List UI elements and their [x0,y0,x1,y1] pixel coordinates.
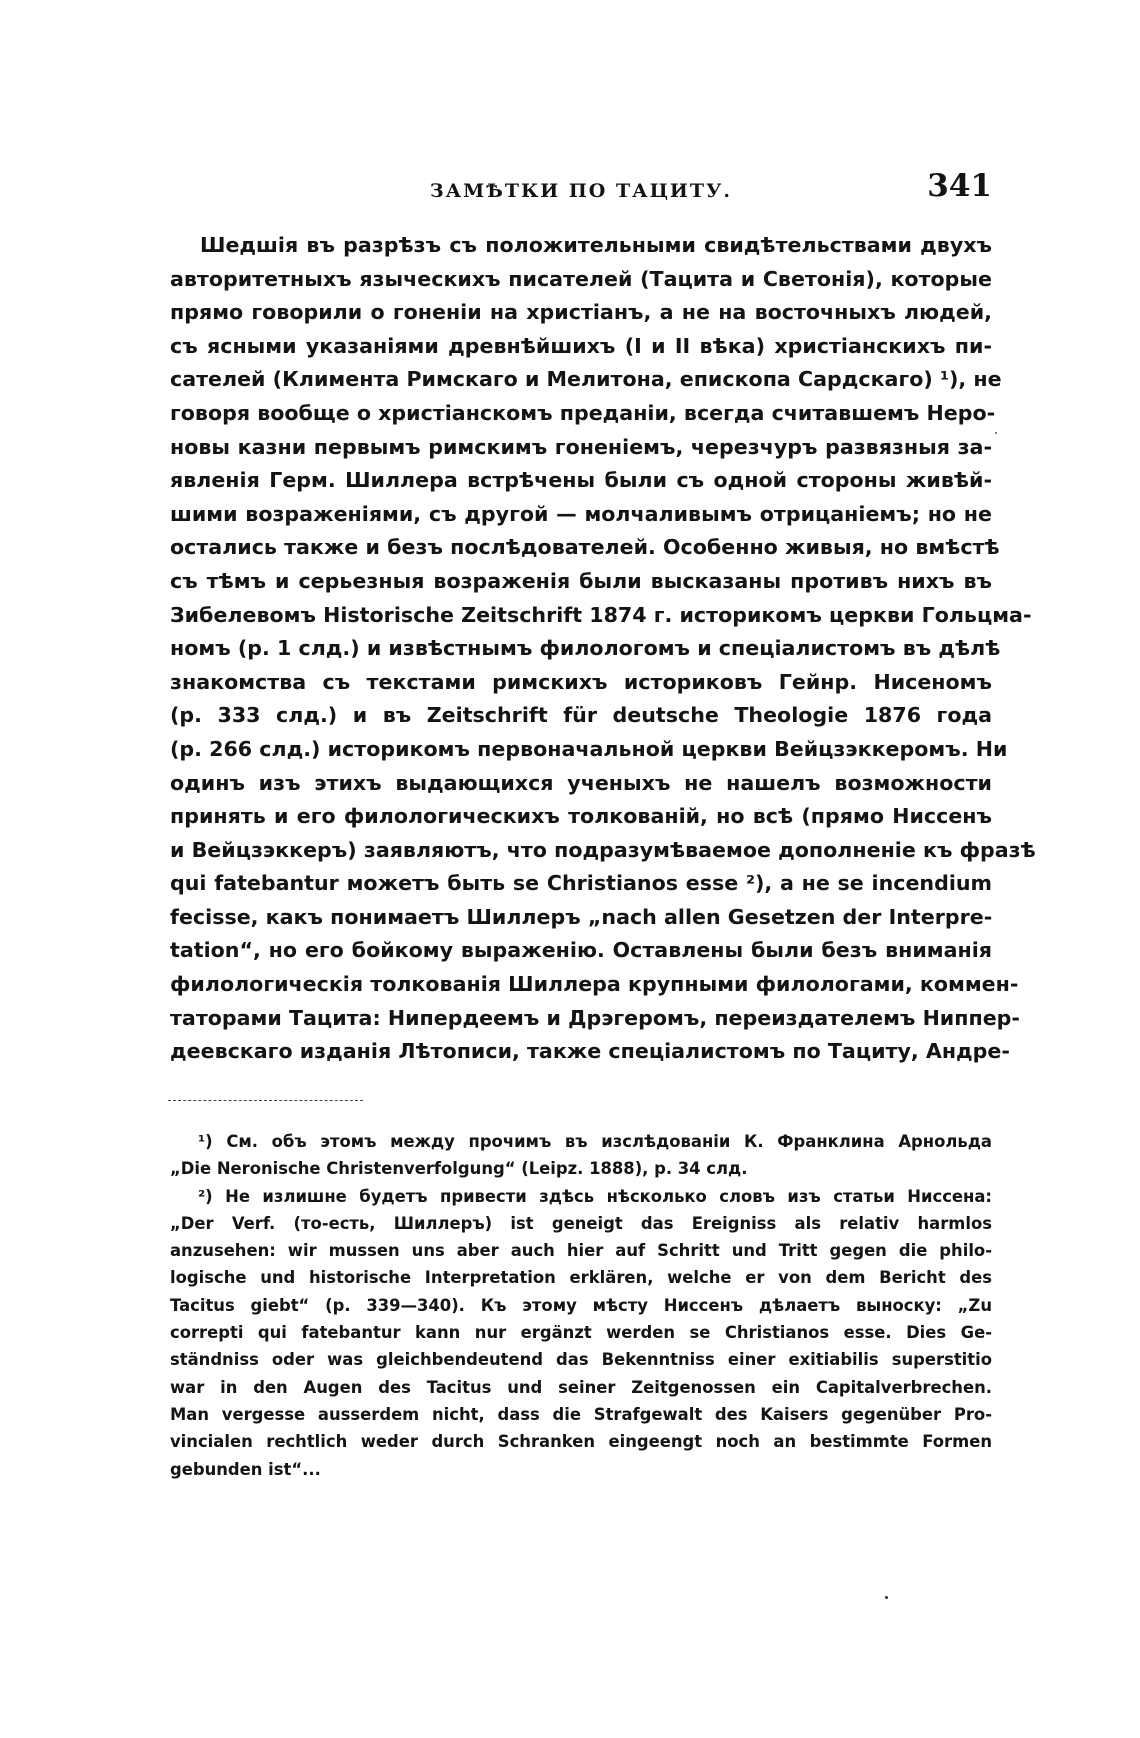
page-header [170,168,992,208]
running-head: ЗАМѢТКИ ПО ТАЦИТУ. [429,180,733,202]
footnote-line: „Der Verf. (то-есть, Шиллеръ) ist geneigt das Ereigniss als relativ harmlos [170,1213,992,1233]
footnote-line: Man vergesse ausserdem nicht, dass die Strafgewalt des Kaisers gegenüber Pro- [170,1404,992,1424]
text-line: таторами Тацита: Нипердеемъ и Дрэгеромъ, переиздателемъ Ниппер- [170,1005,1020,1030]
text-line: прямо говорили о гоненіи на христіанъ, а не на восточныхъ людей, [170,300,992,325]
text-line: Зибелевомъ Historische Zeitschrift 1874 г. историкомъ церкви Гольцма- [170,602,1032,627]
text-line: новы казни первымъ римскимъ гоненіемъ, черезчуръ развязныя за- [170,434,992,459]
text-line: шими возраженіями, съ другой — молчаливымъ отрицаніемъ; но не [170,501,992,526]
text-line: tation“, но его бойкому выраженію. Оставлены были безъ вниманія [170,938,992,963]
footnote-line: ständniss oder was gleichbendeutend das Bekenntniss einer exitiabilis superstitio [170,1350,992,1370]
text-line: филологическія толкованія Шиллера крупными филологами, коммен- [170,972,1019,997]
speck [995,432,997,434]
footnote-line: vincialen rechtlich weder durch Schranken eingeengt noch an bestimmte Formen [170,1432,992,1452]
text-line: (р. 266 слд.) историкомъ первоначальной церкви Вейцзэккеромъ. Ни [170,736,1008,761]
text-line: знакомства съ текстами римскихъ историковъ Гейнр. Нисеномъ [170,669,992,694]
text-line: говоря вообще о христіанскомъ преданіи, всегда считавшемъ Неро- [170,400,996,425]
footnote-line: anzusehen: wir mussen uns aber auch hier auf Schritt und Tritt gegen die philo- [170,1241,992,1261]
main-text [170,229,1036,1069]
speck [885,1596,888,1599]
text-line: и Вейцзэккеръ) заявляютъ, что подразумѣваемое дополненіе къ фразѣ [170,837,1036,862]
text-line: съ тѣмъ и серьезныя возраженія были высказаны противъ нихъ въ [170,568,992,593]
footnote-line: gebunden ist“... [170,1459,321,1479]
footnote-line: Tacitus giebt“ (р. 339—340). Къ этому мѣсту Ниссенъ дѣлаетъ выноску: „Zu [170,1295,992,1315]
text-line: авторитетныхъ языческихъ писателей (Тацита и Светонія), которые [170,266,992,291]
text-line: номъ (р. 1 слд.) и извѣстнымъ филологомъ и спеціалистомъ въ дѣлѣ [170,636,1001,661]
footnote-line: ¹) См. объ этомъ между прочимъ въ изслѣдованіи К. Франклина Арнольда [198,1132,992,1151]
text-line: сателей (Климента Римскаго и Мелитона, епископа Сардскаго) ¹), не [170,367,1002,392]
text-line: остались также и безъ послѣдователей. Особенно живыя, но вмѣстѣ [170,535,1000,560]
footnote-line: logische und historische Interpretation erklären, welche er von dem Bericht des [170,1268,992,1288]
text-line: явленія Герм. Шиллера встрѣчены были съ одной стороны живѣй- [170,468,992,493]
footnote-line: „Die Neronische Christenverfolgung“ (Leipz. 1888), р. 34 слд. [170,1159,748,1179]
footnote-line: correpti qui fatebantur kann nur ergänzt werden se Christianos esse. Dies Ge- [170,1323,992,1343]
footnotes [170,1128,992,1483]
footnote-divider [168,1100,363,1101]
text-line: съ ясными указаніями древнѣйшихъ (I и II вѣка) христіанскихъ пи- [170,333,992,358]
text-line: qui fatebantur можетъ быть se Christianos esse ²), а не se incendium [170,871,992,896]
text-line: одинъ изъ этихъ выдающихся ученыхъ не нашелъ возможности [170,770,992,795]
footnote-line: war in den Augen des Tacitus und seiner Zeitgenossen ein Capitalverbrechen. [170,1377,992,1397]
page-number: 341 [927,168,992,204]
text-line: принять и его филологическихъ толкованій, но всѣ (прямо Ниссенъ [170,804,992,829]
text-line: Шедшія въ разрѣзъ съ положительными свидѣтельствами двухъ [200,233,992,257]
text-line: fecisse, какъ понимаетъ Шиллеръ „nach allen Gesetzen der Interpre- [170,904,993,929]
footnote-line: ²) Не излишне будетъ привести здѣсь нѣсколько словъ изъ статьи Ниссена: [198,1186,992,1206]
text-line: (р. 333 слд.) и въ Zeitschrift für deutsche Theologie 1876 года [170,703,992,728]
text-line: деевскаго изданія Лѣтописи, также спеціалистомъ по Тациту, Андре- [170,1039,1010,1064]
